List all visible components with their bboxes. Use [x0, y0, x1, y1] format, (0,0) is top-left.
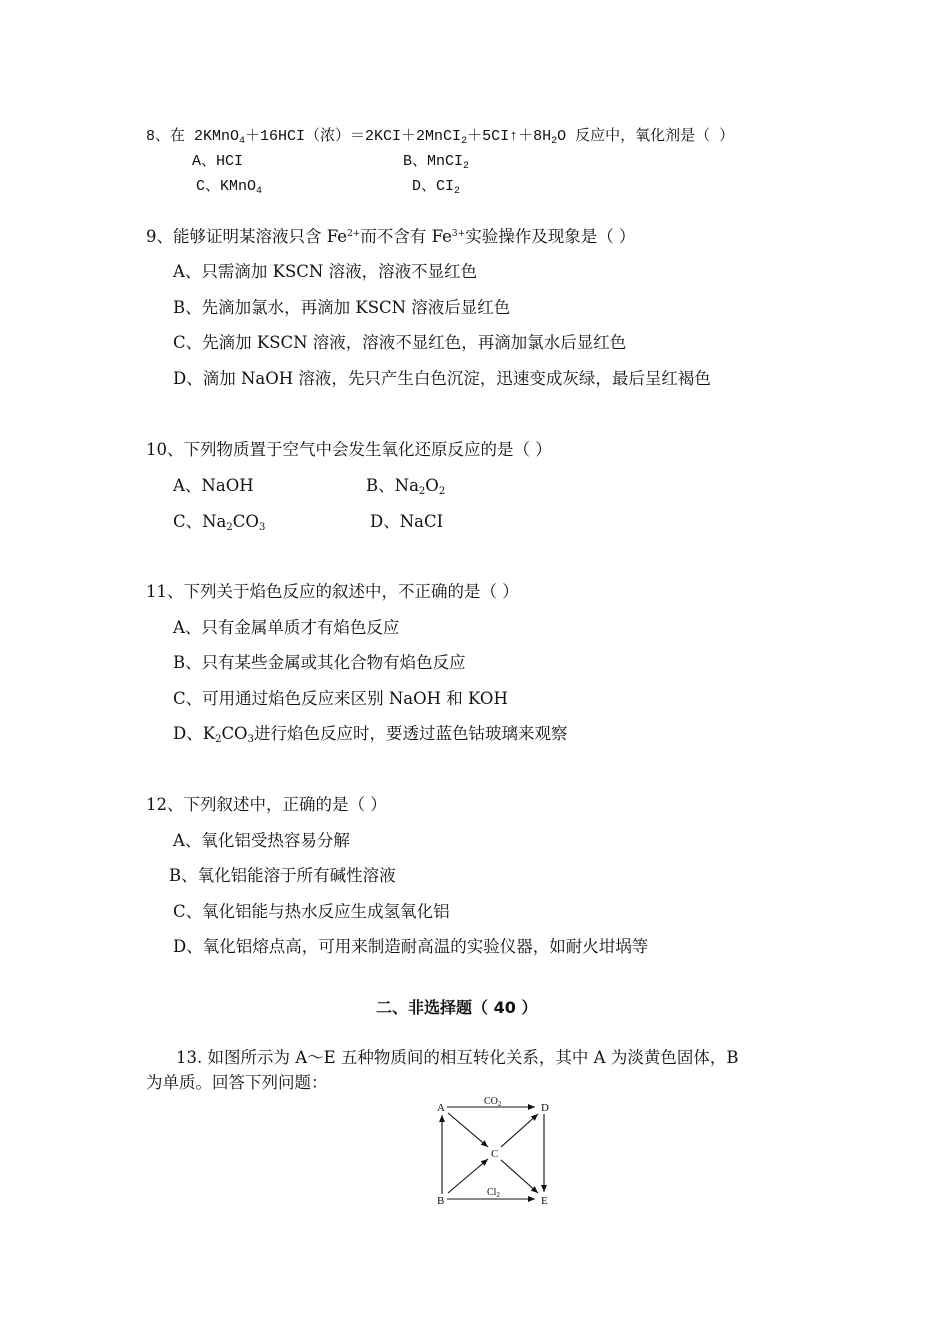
q9-option-d: D、滴加 NaOH 溶液，先只产生白色沉淀，迅速变成灰绿，最后呈红褐色 — [173, 369, 711, 388]
q8-stem: 8、在 2KMnO$_4$＋16HCI（浓）$=2KCI+2MnCI_2+5CI↑+8H_2O$ 反应中，氧化剂是（ ） — [146, 128, 735, 147]
arrow-a-to-c — [448, 1113, 488, 1147]
q10-option-a: A、NaOH — [173, 476, 254, 495]
q9-stem: 9、能够证明某溶液只含 $Fe^{2+}$而不含有 $Fe^{3+}$实验操作及现象是（ ） — [146, 227, 636, 246]
q10-option-d: D、NaCI — [370, 512, 444, 531]
node-a: A — [437, 1102, 445, 1114]
node-c: C — [491, 1148, 499, 1160]
q9-option-c: C、先滴加 KSCN 溶液，溶液不显红色，再滴加氯水后显红色 — [173, 333, 627, 352]
label-cl2: $Cl_2$ — [487, 1187, 500, 1199]
q13-line1: 13. 如图所示为 A～E 五种物质间的相互转化关系，其中 A 为淡黄色固体，B — [176, 1048, 739, 1067]
q12-stem: 12、下列叙述中，正确的是（ ） — [146, 795, 387, 814]
q8-option-d: D、$CI_2$ — [412, 178, 461, 197]
node-e: E — [541, 1195, 548, 1207]
q8-option-c: C、KMnO$_4$ — [196, 178, 263, 197]
q12-option-c: C、氧化铝能与热水反应生成氢氧化铝 — [173, 902, 450, 921]
node-d: D — [541, 1102, 549, 1114]
q11-option-b: B、只有某些金属或其化合物有焰色反应 — [173, 653, 466, 672]
q10-option-b: B、$Na_2O_2$ — [366, 476, 446, 497]
q10-stem: 10、下列物质置于空气中会发生氧化还原反应的是（ ） — [146, 440, 552, 459]
section-heading: 二、非选择题（ 40 ） — [376, 998, 538, 1017]
q11-option-c: C、可用通过焰色反应来区别 NaOH 和 KOH — [173, 689, 508, 708]
q13-line2: 为单质。回答下列问题： — [146, 1073, 328, 1092]
q12-option-b: B、氧化铝能溶于所有碱性溶液 — [169, 866, 396, 885]
reaction-diagram — [431, 1094, 561, 1209]
q8-option-b: B、MnCI$_2$ — [403, 153, 470, 172]
q12-option-d: D、氧化铝熔点高，可用来制造耐高温的实验仪器，如耐火坩埚等 — [173, 937, 649, 956]
q8-option-a: A、HCI — [192, 153, 244, 170]
q9-option-b: B、先滴加氯水，再滴加 KSCN 溶液后显红色 — [173, 298, 511, 317]
arrow-c-to-d — [501, 1114, 538, 1147]
q11-option-a: A、只有金属单质才有焰色反应 — [173, 618, 400, 637]
node-b: B — [437, 1195, 445, 1207]
arrow-c-to-e — [501, 1160, 538, 1193]
q12-option-a: A、氧化铝受热容易分解 — [173, 831, 350, 850]
q11-stem: 11、下列关于焰色反应的叙述中，不正确的是（ ） — [146, 582, 519, 601]
q10-option-c: C、$Na_2CO_3$ — [173, 512, 266, 533]
label-co2: $CO_2$ — [484, 1096, 502, 1108]
arrow-b-to-c — [448, 1159, 488, 1193]
q9-option-a: A、只需滴加 KSCN 溶液，溶液不显红色 — [173, 262, 478, 281]
q11-option-d: D、$K_2CO_3$进行焰色反应时，要透过蓝色钴玻璃来观察 — [173, 724, 568, 745]
